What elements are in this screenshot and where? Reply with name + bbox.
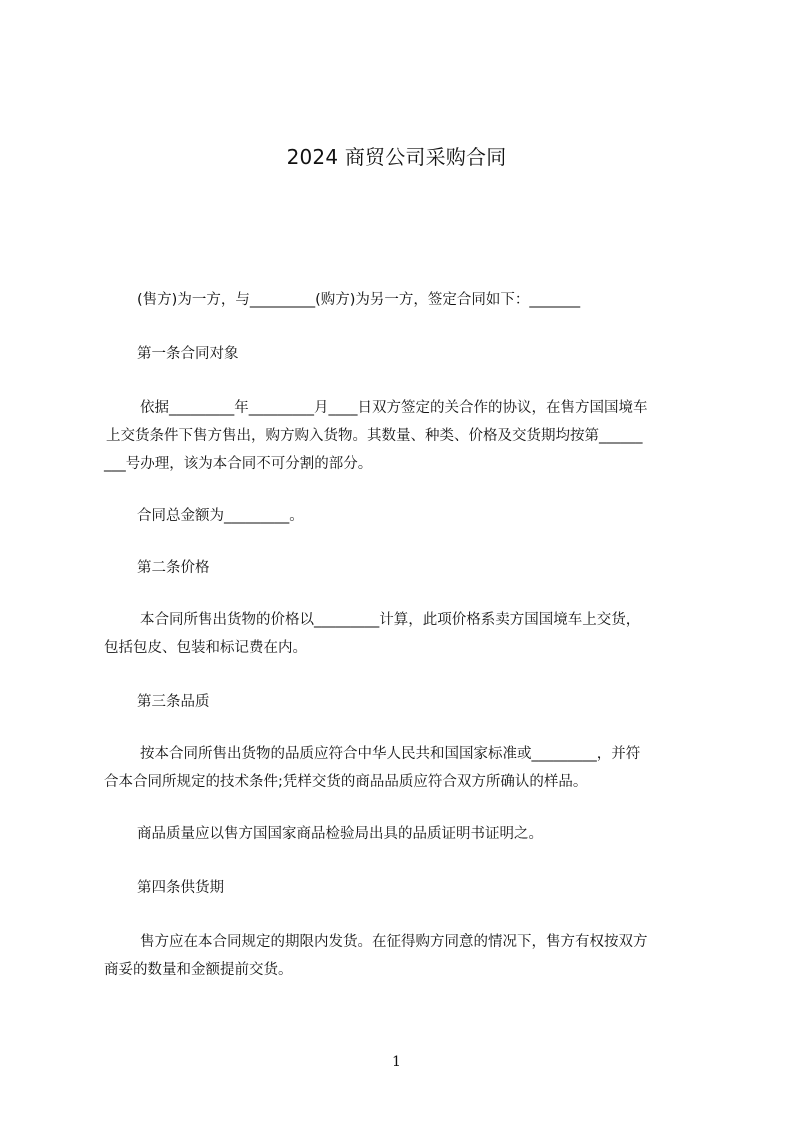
article-2-paragraph (104, 606, 700, 662)
article-1-heading (104, 340, 700, 368)
quality-certificate-paragraph (104, 820, 700, 848)
heading-text: 第四条供货期 (137, 880, 224, 896)
paragraph-line: 合同总金额为_________。 (137, 508, 304, 524)
paragraph-line: 本合同所售出货物的价格以_________计算，此项价格系卖方国国境车上交货， (140, 612, 641, 628)
article-4-paragraph (104, 928, 700, 984)
page-number: 1 (392, 1054, 401, 1070)
paragraph-line: 售方应在本合同规定的期限内发货。在征得购方同意的情况下，售方有权按双方 (140, 934, 648, 950)
paragraph-line: 商妥的数量和金额提前交货。 (104, 962, 293, 978)
heading-text: 第二条价格 (137, 560, 210, 576)
heading-text: 第三条品质 (137, 694, 210, 710)
article-4-heading (104, 874, 700, 902)
paragraph-line: 按本合同所售出货物的品质应符合中华人民共和国国家标准或_________，并符 (140, 746, 641, 762)
paragraph-line: 依据_________年_________月____日双方签定的关合作的协议，在售方国国境车 (140, 400, 648, 416)
article-3-paragraph (104, 740, 700, 796)
paragraph-line: 上交货条件下售方售出，购方购入货物。其数量、种类、价格及交货期均按第______ (106, 428, 643, 444)
paragraph-line: 商品质量应以售方国国家商品检验局出具的品质证明书证明之。 (137, 826, 543, 842)
intro-paragraph (104, 286, 700, 314)
article-2-heading (104, 554, 700, 582)
paragraph-line: 包括包皮、包装和标记费在内。 (104, 640, 307, 656)
heading-text: 第一条合同对象 (137, 346, 239, 362)
paragraph-line: 合本合同所规定的技术条件;凭样交货的商品品质应符合双方所确认的样品。 (104, 774, 588, 790)
article-3-heading (104, 688, 700, 716)
total-amount-paragraph (104, 502, 700, 530)
paragraph-line: ___号办理，该为本合同不可分割的部分。 (104, 456, 373, 472)
article-1-paragraph (104, 394, 700, 478)
intro-line: (售方)为一方，与_________(购方)为另一方，签定合同如下：_______ (137, 292, 581, 308)
document-title: 2024 商贸公司采购合同 (286, 145, 507, 169)
